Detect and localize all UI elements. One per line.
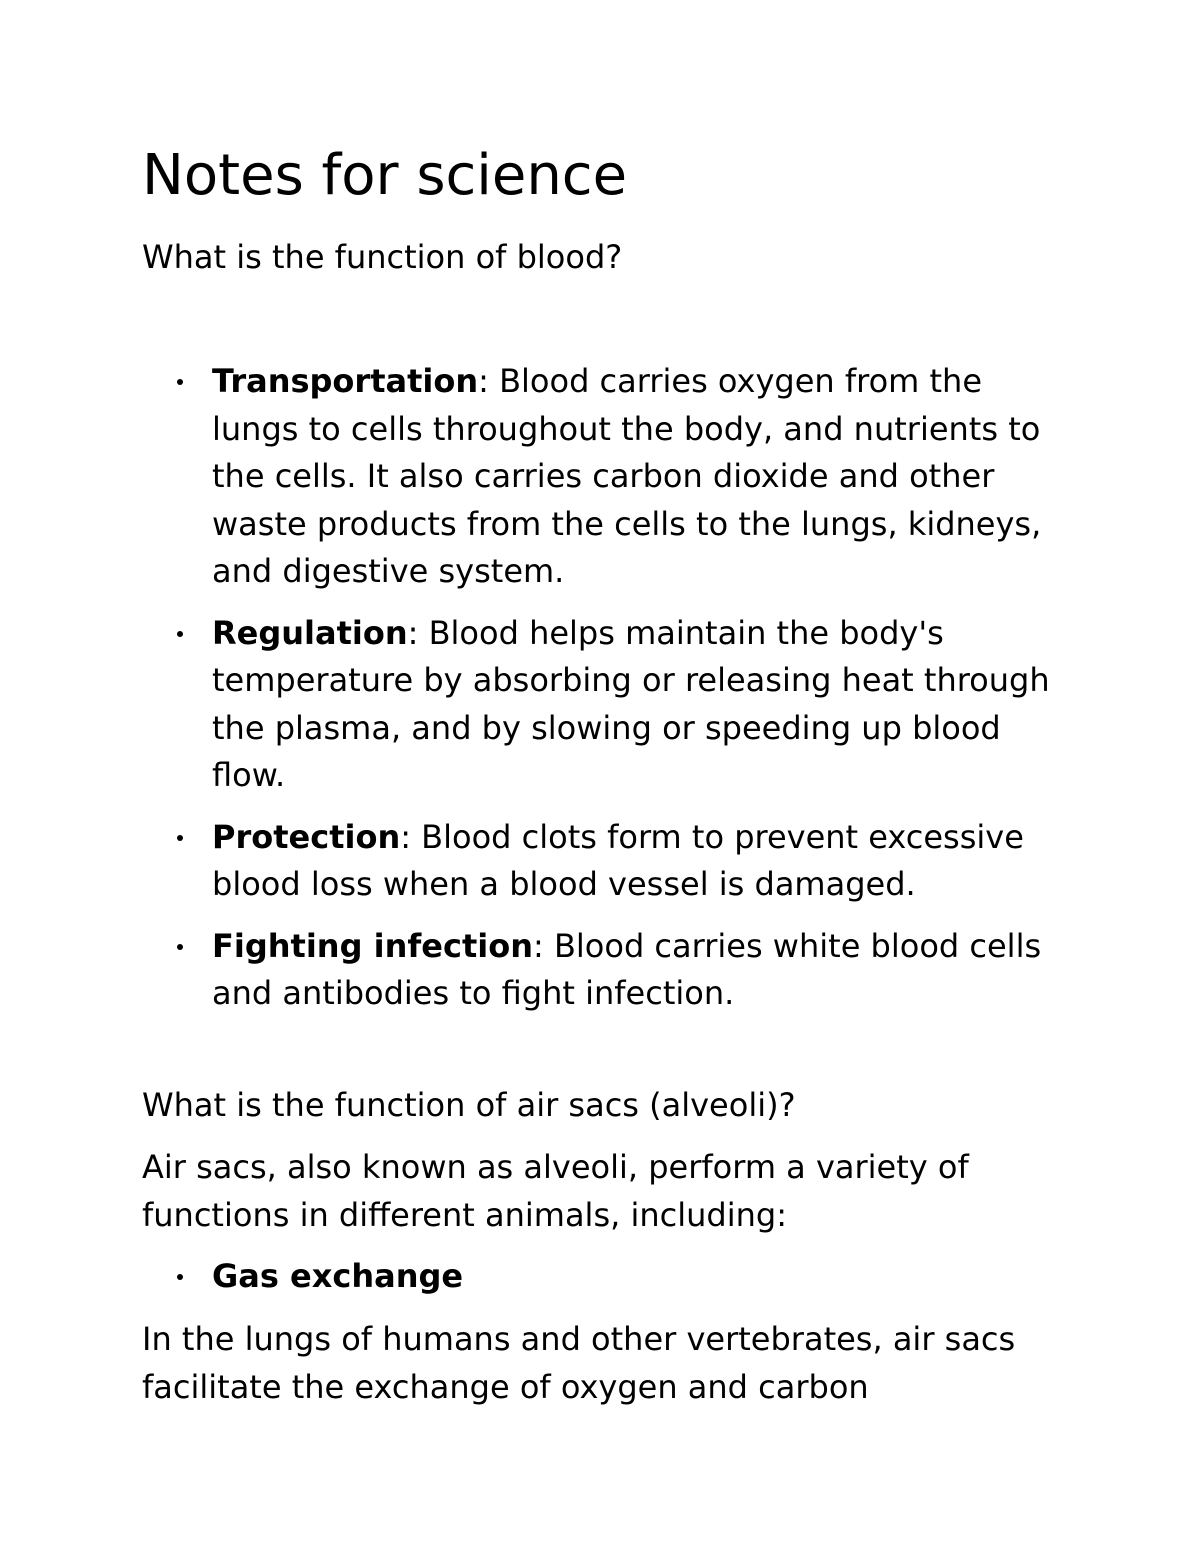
term-label: Regulation [212, 613, 408, 652]
air-sac-functions-list [142, 1253, 1072, 1315]
term-label: Fighting infection [212, 926, 533, 965]
air-sacs-intro: Air sacs, also known as alveoli, perform a variety of functions in different animals, including: [142, 1148, 969, 1234]
question-blood: What is the function of blood? [142, 238, 623, 276]
term-description: Blood carries oxygen from the lungs to cells throughout the body, and nutrients to the cells. It also carries carbon dioxide and other waste products from the cells to the lungs, kidneys, and digestive system. [212, 362, 1042, 590]
term-separator: : [532, 926, 544, 965]
list-item-regulation [142, 610, 1072, 800]
bullet-dot-icon [177, 631, 183, 637]
question-air-sacs: What is the function of air sacs (alveoli)? [142, 1086, 796, 1124]
blood-functions-list [142, 358, 1072, 1032]
term-label: Protection [212, 817, 401, 856]
bullet-dot-icon [177, 835, 183, 841]
term-description: Blood carries white blood cells and antibodies to fight infection. [212, 926, 1042, 1012]
list-item-transportation [142, 358, 1072, 596]
term-description: Blood helps maintain the body's temperature by absorbing or releasing heat through the plasma, and by slowing or speeding up blood flow. [212, 613, 1050, 794]
term-label: Gas exchange [212, 1257, 464, 1295]
term-separator: : [478, 362, 489, 400]
term-separator: : [400, 817, 411, 856]
term-label: Transportation [212, 362, 479, 400]
bullet-dot-icon [177, 379, 183, 385]
bullet-dot-icon [177, 944, 183, 950]
list-item-protection [142, 814, 1072, 909]
gas-exchange-paragraph: In the lungs of humans and other vertebrates, air sacs facilitate the exchange of oxygen and carbon [142, 1320, 1016, 1406]
term-description: Blood clots form to prevent excessive blood loss when a blood vessel is damaged. [212, 817, 1024, 903]
list-item-gas-exchange [142, 1253, 1072, 1301]
list-item-fighting-infection [142, 923, 1072, 1018]
bullet-dot-icon [177, 1274, 183, 1280]
page-title: Notes for science [142, 143, 628, 208]
term-separator: : [407, 613, 419, 652]
